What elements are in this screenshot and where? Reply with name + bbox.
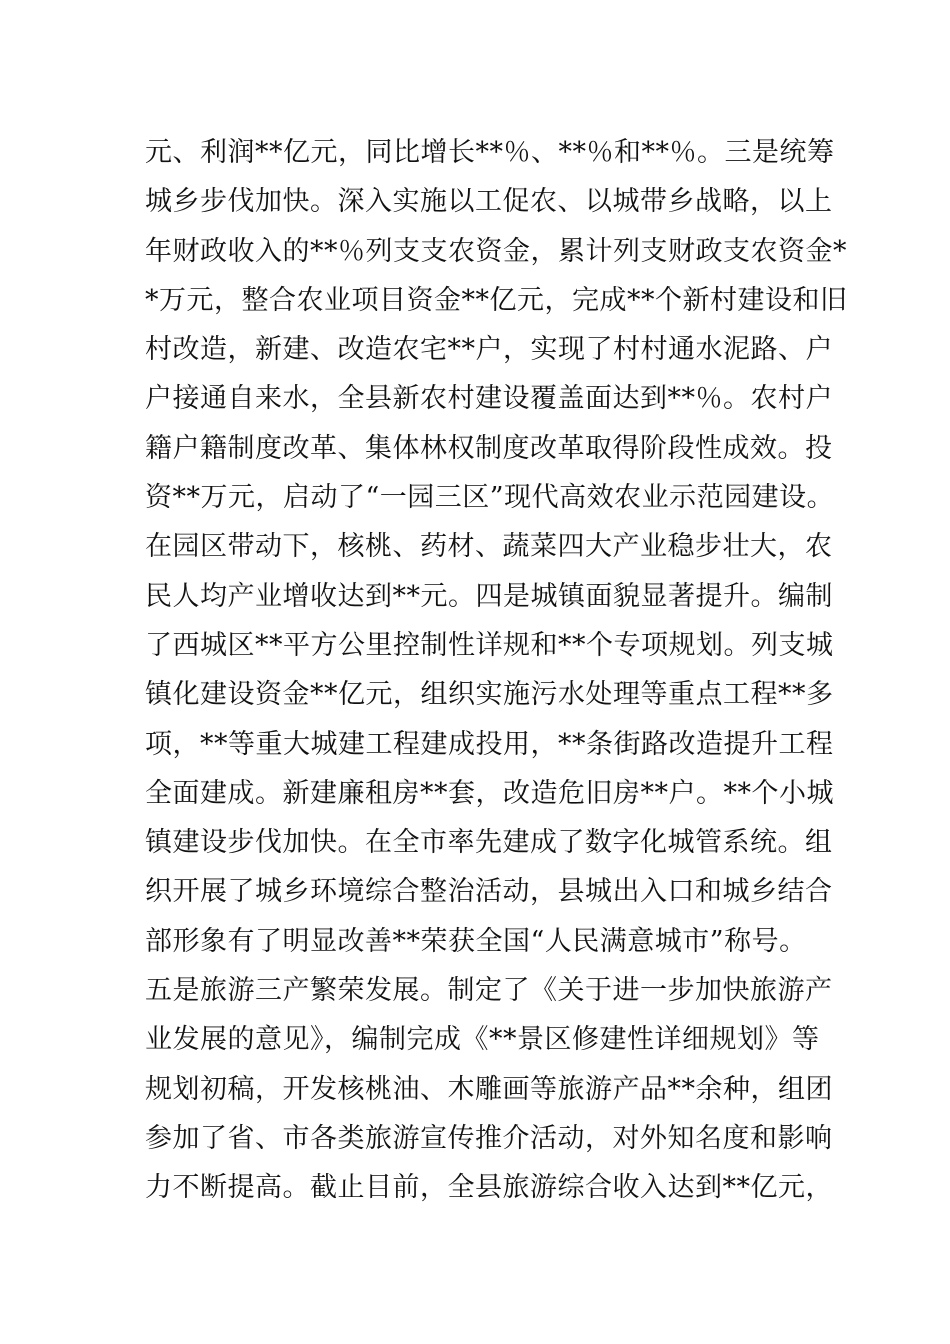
text-line: 项，**等重大城建工程建成投用，**条街路改造提升工程 xyxy=(145,728,834,760)
text-line: 五是旅游三产繁荣发展。制定了《关于进一步加快旅游产 xyxy=(145,975,833,1007)
text-line: 织开展了城乡环境综合整治活动，县城出入口和城乡结合 xyxy=(145,876,833,908)
text-line: 镇化建设资金**亿元，组织实施污水处理等重点工程**多 xyxy=(145,679,834,711)
text-line: 城乡步伐加快。深入实施以工促农、以城带乡战略，以上 xyxy=(145,186,833,218)
text-line: 规划初稿，开发核桃油、木雕画等旅游产品**余种，组团 xyxy=(145,1073,833,1105)
text-line: 在园区带动下，核桃、药材、蔬菜四大产业稳步壮大，农 xyxy=(145,531,833,563)
text-line: 村改造，新建、改造农宅**户，实现了村村通水泥路、户 xyxy=(145,334,833,366)
text-line: 镇建设步伐加快。在全市率先建成了数字化城管系统。组 xyxy=(145,827,833,859)
text-line: 籍户籍制度改革、集体林权制度改革取得阶段性成效。投 xyxy=(145,432,833,464)
text-line: 民人均产业增收达到**元。四是城镇面貌显著提升。编制 xyxy=(145,580,833,612)
text-line: 全面建成。新建廉租房**套，改造危旧房**户。**个小城 xyxy=(145,777,834,809)
text-line: *万元，整合农业项目资金**亿元，完成**个新村建设和旧 xyxy=(145,284,848,316)
text-line: 元、利润**亿元，同比增长**％、**％和**％。三是统筹 xyxy=(145,137,835,168)
text-line: 参加了省、市各类旅游宣传推介活动，对外知名度和影响 xyxy=(145,1122,833,1154)
text-line: 部形象有了明显改善**荣获全国“人民满意城市”称号。 xyxy=(145,925,807,957)
text-line: 力不断提高。截止目前，全县旅游综合收入达到**亿元， xyxy=(145,1172,833,1204)
text-line: 业发展的意见》，编制完成《**景区修建性详细规划》等 xyxy=(145,1024,820,1056)
text-line: 年财政收入的**％列支支农资金，累计列支财政支农资金* xyxy=(145,235,847,267)
body-text xyxy=(145,128,848,1213)
text-line: 资**万元，启动了“一园三区”现代高效农业示范园建设。 xyxy=(145,482,835,514)
text-line: 户接通自来水，全县新农村建设覆盖面达到**％。农村户 xyxy=(145,383,833,415)
text-line: 了西城区**平方公里控制性详规和**个专项规划。列支城 xyxy=(145,629,834,661)
